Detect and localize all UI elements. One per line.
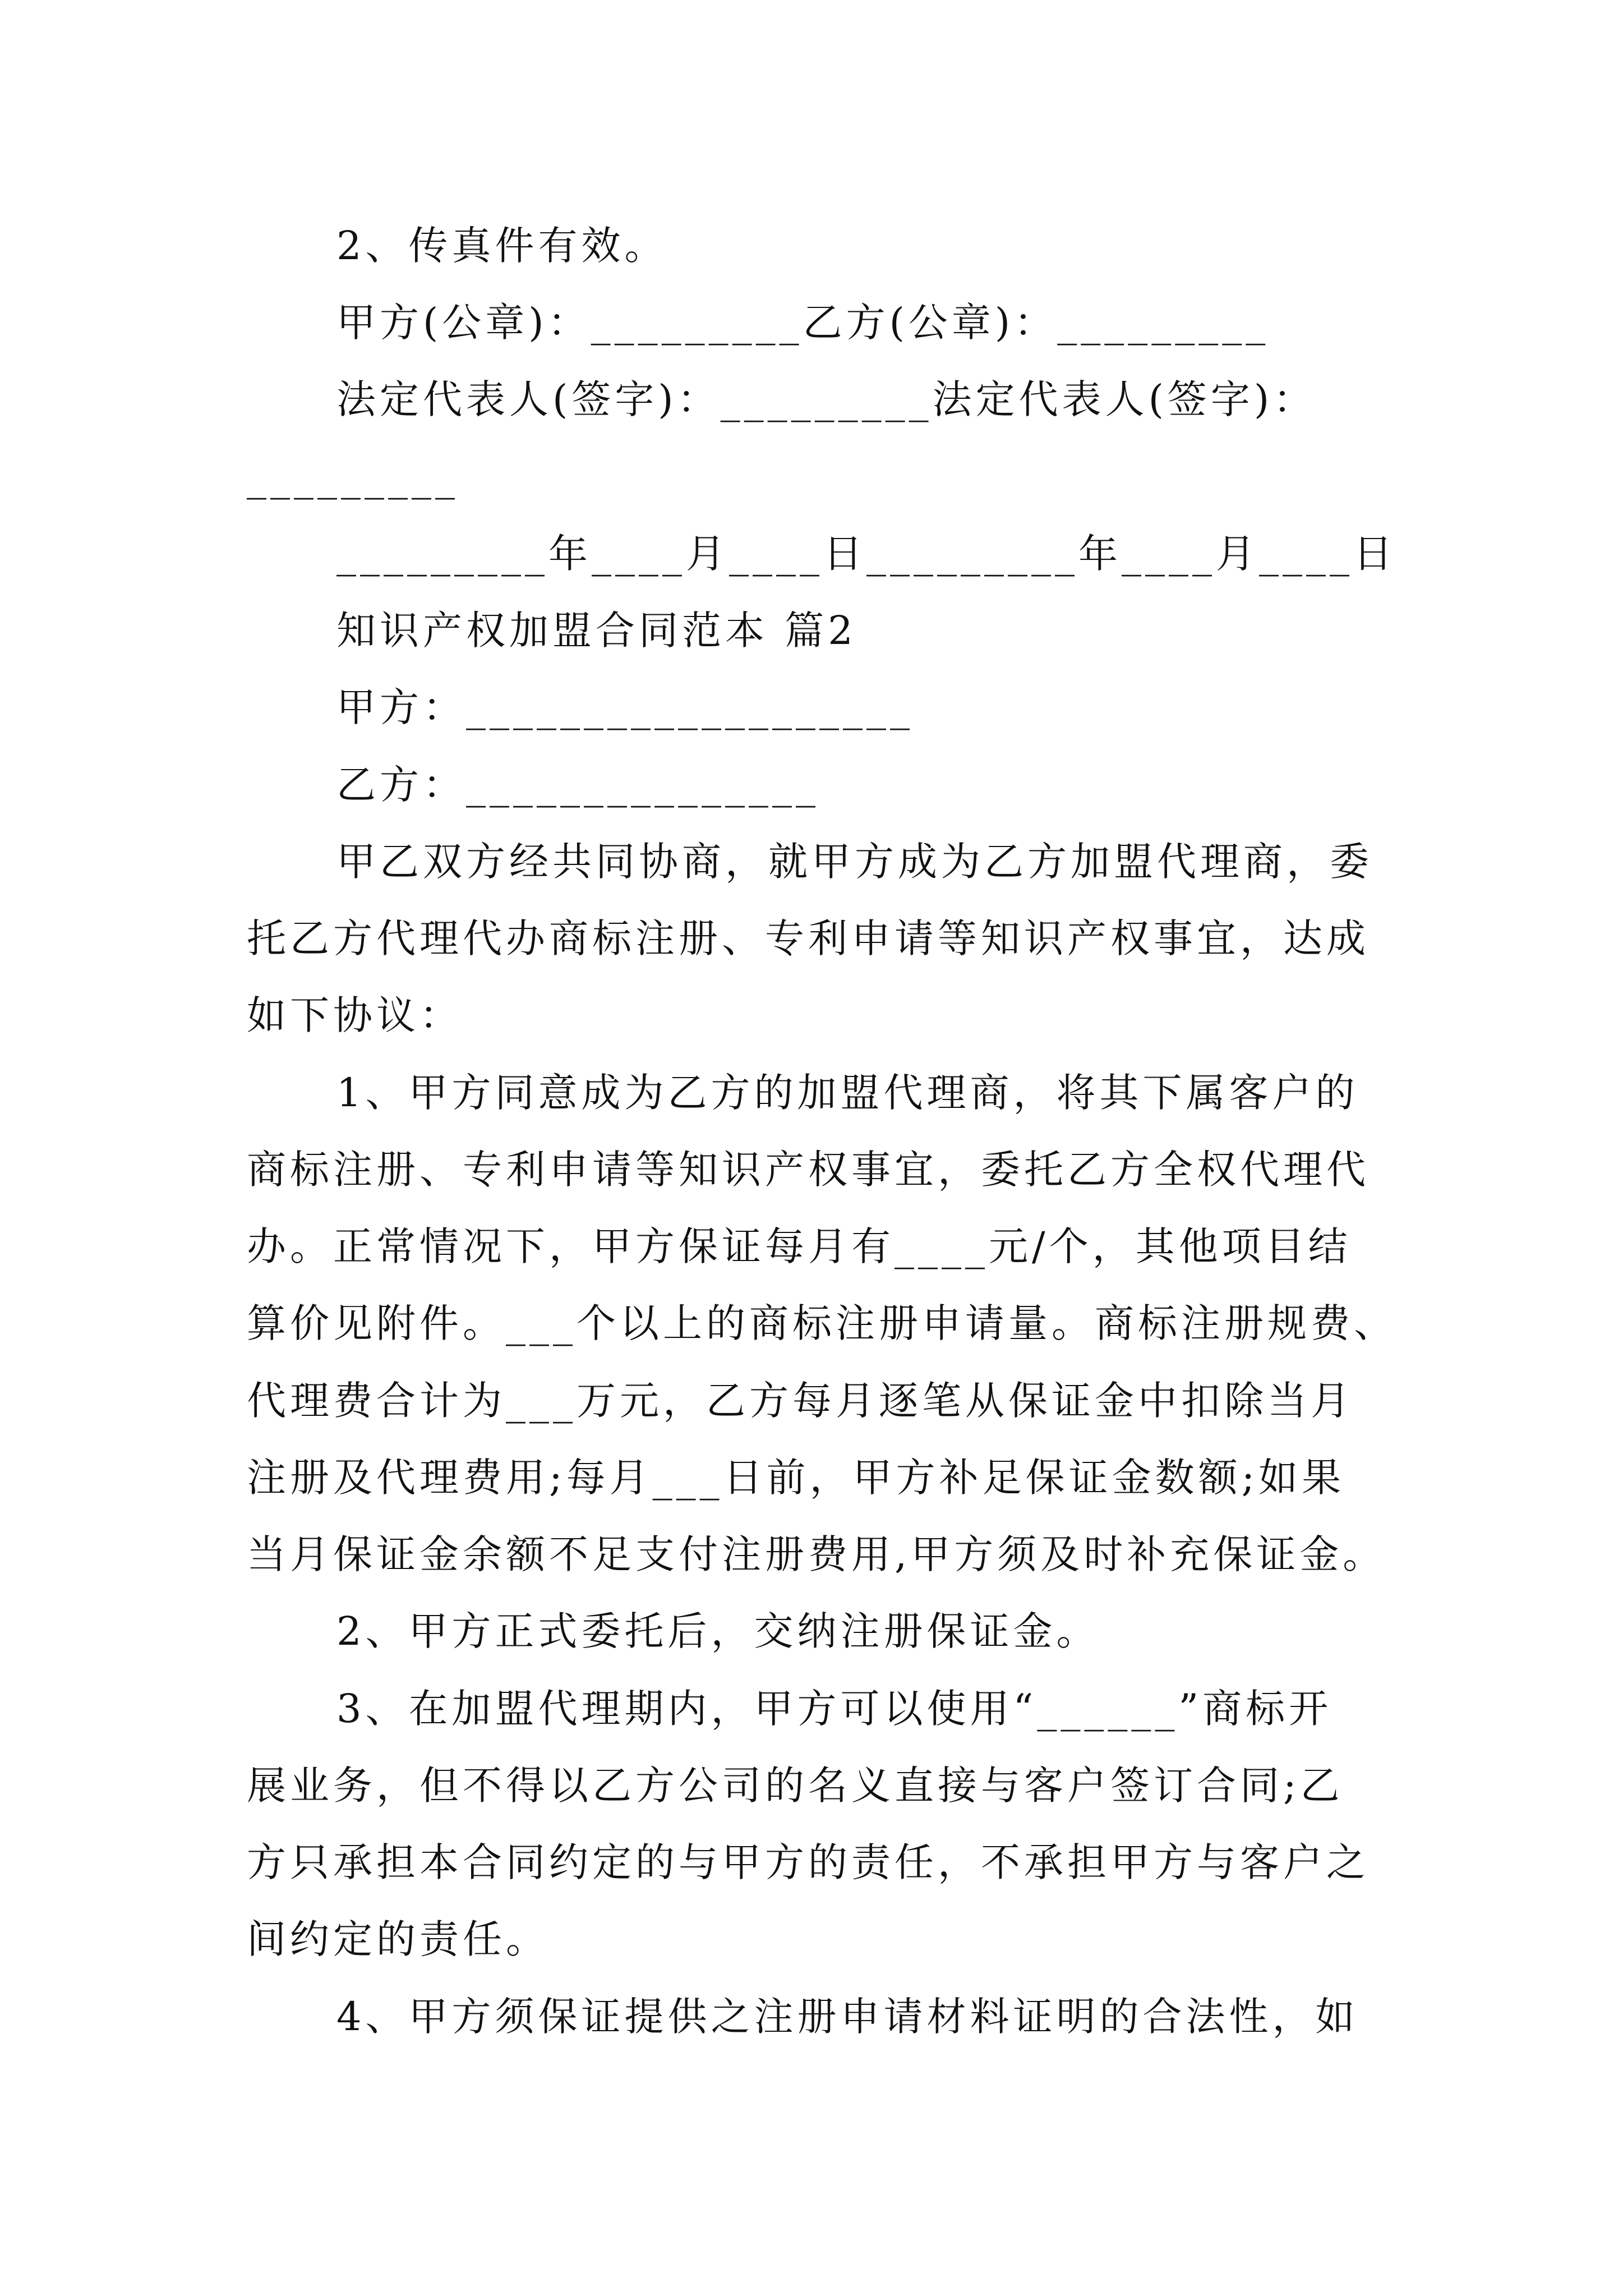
text-line-1: 2、传真件有效。 bbox=[336, 223, 668, 269]
text-line-19: 2、甲方正式委托后，交纳注册保证金。 bbox=[336, 1608, 1100, 1654]
text-line-11: 如下协议： bbox=[247, 992, 463, 1038]
text-line-17: 注册及代理费用;每月___日前，甲方补足保证金数额;如果 bbox=[247, 1455, 1345, 1501]
text-line-10: 托乙方代理代办商标注册、专利申请等知识产权事宜，达成 bbox=[247, 915, 1370, 961]
text-line-21: 展业务，但不得以乙方公司的名义直接与客户签订合同;乙 bbox=[247, 1763, 1344, 1809]
text-line-23: 间约定的责任。 bbox=[247, 1916, 549, 1962]
text-line-24: 4、甲方须保证提供之注册申请材料证明的合法性，如 bbox=[336, 1994, 1359, 2040]
text-line-8: 乙方：_______________ bbox=[336, 762, 819, 808]
text-line-7: 甲方：___________________ bbox=[336, 684, 914, 730]
text-line-20: 3、在加盟代理期内，甲方可以使用“______”商标开 bbox=[336, 1686, 1332, 1732]
text-line-4: _________ bbox=[247, 454, 459, 500]
text-line-22: 方只承担本合同约定的与甲方的责任，不承担甲方与客户之 bbox=[247, 1839, 1370, 1885]
text-line-9: 甲乙双方经共同协商，就甲方成为乙方加盟代理商，委 bbox=[336, 839, 1373, 885]
text-line-15: 算价见附件。___个以上的商标注册申请量。商标注册规费、 bbox=[247, 1300, 1397, 1346]
text-line-14: 办。正常情况下，甲方保证每月有____元/个，其他项目结 bbox=[247, 1223, 1352, 1269]
text-line-12: 1、甲方同意成为乙方的加盟代理商，将其下属客户的 bbox=[336, 1070, 1359, 1116]
text-line-2: 甲方(公章)：_________乙方(公章)：_________ bbox=[336, 300, 1270, 346]
section-title: 知识产权加盟合同范本 篇2 bbox=[336, 608, 857, 654]
text-line-18: 当月保证金余额不足支付注册费用,甲方须及时补充保证金。 bbox=[247, 1531, 1386, 1577]
text-line-5: _________年____月____日_________年____月____日 bbox=[336, 531, 1396, 577]
text-line-13: 商标注册、专利申请等知识产权事宜，委托乙方全权代理代 bbox=[247, 1147, 1370, 1193]
text-line-3: 法定代表人(签字)：_________法定代表人(签字)： bbox=[336, 376, 1317, 422]
text-line-16: 代理费合计为___万元，乙方每月逐笔从保证金中扣除当月 bbox=[247, 1378, 1354, 1424]
